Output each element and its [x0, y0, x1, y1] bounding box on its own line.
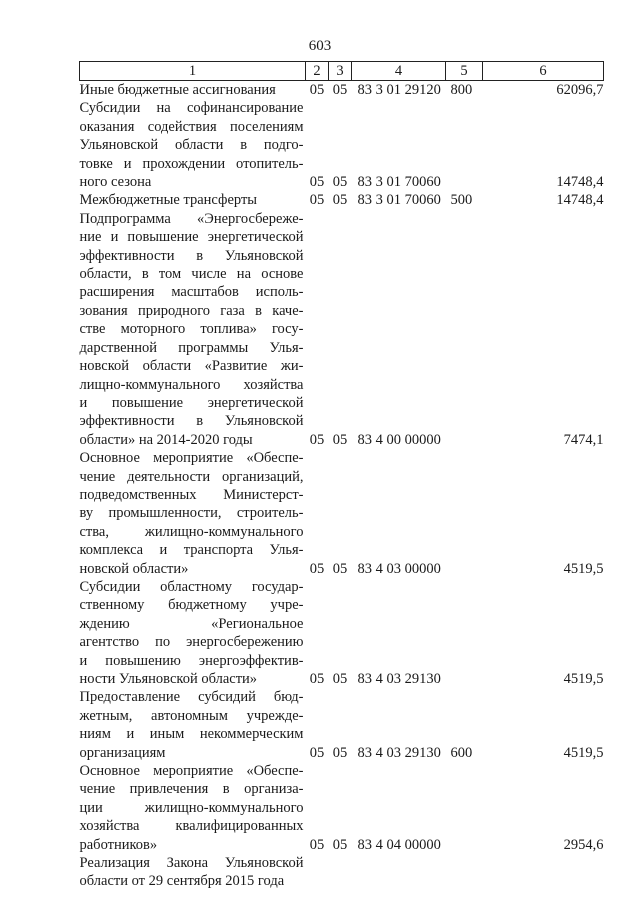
row-name-line: ного сезона: [79, 174, 152, 191]
row-section: 05: [309, 836, 325, 853]
row-section: [306, 854, 329, 891]
row-expense-type: [446, 99, 483, 191]
row-name-line: новской области»: [79, 560, 189, 577]
row-name-line: организациям: [79, 744, 166, 761]
row-name-line: хозяйства квалифицированных: [79, 818, 304, 835]
row-amount: [483, 854, 604, 891]
row-amount: 4519,5: [563, 744, 604, 761]
header-col-5: 5: [446, 62, 483, 81]
row-expense-type: [446, 854, 483, 891]
table-row: [80, 578, 604, 688]
row-name-line: лищно-коммунального хозяйства: [79, 376, 304, 393]
row-name: [80, 762, 306, 854]
row-amount: 4519,5: [563, 671, 604, 687]
row-target-code: 83 4 00 00000: [357, 431, 441, 448]
table-row: [80, 688, 604, 762]
row-name-line: Реализация Закона Ульяновской: [79, 855, 304, 872]
row-subsection: 05: [332, 174, 348, 191]
row-amount: 7474,1: [563, 431, 604, 448]
row-subsection: [329, 854, 352, 891]
row-expense-type: 600: [450, 744, 473, 761]
row-name-line: эффективности в Ульяновской: [79, 413, 304, 430]
row-name-line: эффективности в Ульяновской: [79, 247, 304, 264]
row-name-line: Основное мероприятие «Обеспе-: [79, 450, 304, 467]
row-name-line: работников»: [79, 836, 158, 853]
row-name-line: Предоставление субсидий бюд-: [79, 689, 304, 706]
row-subsection: 05: [332, 431, 348, 448]
row-name: [80, 688, 306, 762]
row-amount: 62096,7: [556, 82, 604, 98]
header-col-4: 4: [352, 62, 446, 81]
row-name-line: и повышение энергетической: [79, 394, 304, 411]
row-name-line: Субсидии на софинансирование: [79, 100, 304, 117]
row-section: 05: [309, 671, 325, 687]
row-name-line: агентство по энергосбережению: [79, 634, 304, 651]
row-name-line: Субсидии областному государ-: [79, 578, 304, 595]
row-target-code: 83 4 03 29130: [357, 671, 441, 687]
row-name-line: Ульяновской области в подго-: [79, 137, 304, 154]
row-target-code: [352, 854, 446, 891]
row-section: 05: [309, 174, 325, 191]
header-col-3: 3: [329, 62, 352, 81]
row-name-line: ции жилищно-коммунального: [79, 799, 304, 816]
row-name-line: товке и прохождении отопитель-: [79, 155, 304, 172]
row-name: [80, 81, 306, 100]
row-name-line: жетным, автономным учрежде-: [79, 707, 304, 724]
row-expense-type: 500: [450, 192, 473, 209]
row-expense-type: [446, 762, 483, 854]
row-name-line: зования природного газа в каче-: [79, 302, 304, 319]
row-name-line: Иные бюджетные ассигнования: [79, 82, 276, 98]
row-name: [80, 99, 306, 191]
table-row: [80, 854, 604, 891]
row-name-line: стве моторного топлива» госу-: [79, 321, 304, 338]
row-subsection: 05: [332, 744, 348, 761]
row-name-line: комплекса и транспорта Улья-: [79, 542, 304, 559]
header-col-1: 1: [80, 62, 306, 81]
row-target-code: 83 4 03 29130: [357, 744, 441, 761]
row-section: 05: [309, 82, 325, 98]
header-col-6: 6: [483, 62, 604, 81]
row-section: 05: [309, 744, 325, 761]
row-name: [80, 191, 306, 209]
budget-table: [79, 61, 604, 891]
row-amount: 4519,5: [563, 560, 604, 577]
header-col-2: 2: [306, 62, 329, 81]
row-target-code: 83 3 01 70060: [357, 174, 441, 191]
row-name-line: ственному бюджетному учре-: [79, 597, 304, 614]
row-name-line: оказания содействия поселениям: [79, 118, 304, 135]
row-subsection: 05: [332, 671, 348, 687]
row-name: [80, 210, 306, 449]
row-name-line: ву промышленности, строитель-: [79, 505, 304, 522]
row-amount: 14748,4: [556, 174, 604, 191]
row-subsection: 05: [332, 560, 348, 577]
row-subsection: 05: [332, 82, 348, 98]
row-name-line: новской области «Развитие жи-: [79, 358, 304, 375]
row-expense-type: [446, 578, 483, 688]
row-name-line: расширения масштабов исполь-: [79, 284, 304, 301]
row-target-code: 83 3 01 29120: [357, 82, 441, 98]
row-name: [80, 854, 306, 891]
row-name-line: ние и повышение энергетической: [79, 229, 304, 246]
row-name-line: и повышению энергоэффектив-: [79, 652, 304, 669]
row-name-line: области, в том числе на основе: [79, 266, 304, 283]
table-row: [80, 191, 604, 209]
row-name: [80, 449, 306, 578]
row-name-line: дарственной программы Улья-: [79, 339, 304, 356]
row-name: [80, 578, 306, 688]
row-subsection: 05: [332, 836, 348, 853]
row-section: 05: [309, 560, 325, 577]
row-name-line: подведомственных Министерст-: [79, 486, 304, 503]
row-target-code: 83 4 03 00000: [357, 560, 441, 577]
row-name-line: Межбюджетные трансферты: [79, 192, 258, 209]
row-name-line: Подпрограмма «Энергосбереже-: [79, 210, 304, 227]
row-name-line: ности Ульяновской области»: [79, 671, 258, 687]
table-row: [80, 449, 604, 578]
table-row: [80, 762, 604, 854]
page-number: 603: [308, 38, 332, 54]
row-target-code: 83 3 01 70060: [357, 192, 441, 209]
row-expense-type: 800: [450, 82, 473, 98]
row-name-line: чение привлечения в организа-: [79, 781, 304, 798]
row-name-line: области от 29 сентября 2015 года: [79, 873, 285, 890]
row-name-line: ниям и иным некоммерческим: [79, 726, 304, 743]
row-name-line: ждению «Региональное: [79, 615, 304, 632]
row-name-line: ства, жилищно-коммунального: [79, 523, 304, 540]
row-amount: 14748,4: [556, 192, 604, 209]
table-row: [80, 210, 604, 449]
table-body: [80, 81, 604, 891]
table-row: [80, 81, 604, 100]
row-section: 05: [309, 431, 325, 448]
row-subsection: 05: [332, 192, 348, 209]
row-name-line: чение деятельности организаций,: [79, 468, 304, 485]
row-name-line: Основное мероприятие «Обеспе-: [79, 763, 304, 780]
table-header-row: [80, 62, 604, 81]
row-amount: 2954,6: [563, 836, 604, 853]
row-target-code: 83 4 04 00000: [357, 836, 441, 853]
row-expense-type: [446, 210, 483, 449]
row-expense-type: [446, 449, 483, 578]
row-section: 05: [309, 192, 325, 209]
row-name-line: области» на 2014-2020 годы: [79, 431, 253, 448]
table-row: [80, 99, 604, 191]
